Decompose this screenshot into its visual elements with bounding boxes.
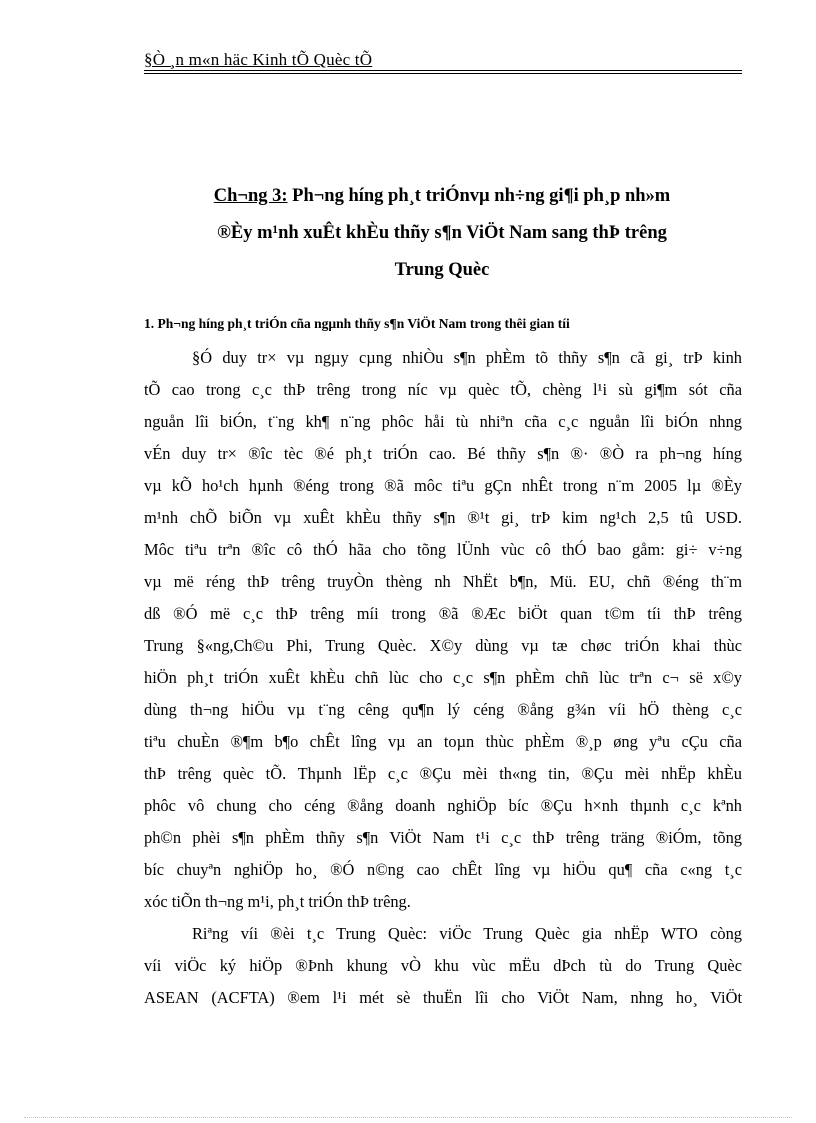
paragraph-line: dß ®Ó më c¸c thÞ trêng míi trong ®ã ®Æc biÖt quan t©m tíi thÞ trêng — [144, 604, 742, 623]
chapter-title-line-2: ®Èy m¹nh xuÊt khÈu thñy s¶n ViÖt Nam sang thÞ trêng — [217, 223, 667, 243]
paragraph-line: xóc tiÕn th¬ng m¹i, ph¸t triÓn thÞ trêng. — [144, 892, 411, 911]
paragraph-line: Môc tiªu trªn ®îc cô thÓ hãa cho tõng lÜnh vùc cô thÓ bao gåm: gi÷ v÷ng — [144, 540, 742, 559]
chapter-title-text-1: Ph¬ng híng ph¸t triÓnvµ nh÷ng gi¶i ph¸p nh»m — [287, 186, 671, 206]
paragraph-line: Riªng víi ®èi t¸c Trung Quèc: viÖc Trung Quèc gia nhËp WTO còng — [192, 924, 742, 943]
chapter-title — [144, 178, 740, 289]
paragraph-line: vÉn duy tr× ®îc tèc ®é ph¸t triÓn cao. Bé thñy s¶n ®· ®Ò ra ph¬ng híng — [144, 444, 742, 463]
chapter-title-line-1 — [144, 178, 740, 215]
paragraph-line: ph©n phèi s¶n phÈm thñy s¶n ViÖt Nam t¹i c¸c thÞ trêng träng ®iÓm, tõng — [144, 828, 742, 847]
page-bottom-dotted-rule — [24, 1117, 792, 1118]
paragraph-line: nguån lîi biÓn, t¨ng kh¶ n¨ng phôc håi tù nhiªn cña c¸c nguån lîi biÓn nhng — [144, 412, 742, 431]
header-rule-bottom — [144, 73, 742, 74]
paragraph-line: tÕ cao trong c¸c thÞ trêng trong níc vµ quèc tÕ, chèng l¹i sù gi¶m sót cña — [144, 380, 742, 399]
paragraph-line: ASEAN (ACFTA) ®em l¹i mét sè thuËn lîi cho ViÖt Nam, nhng ho¸ ViÖt — [144, 988, 742, 1007]
paragraph-line: Trung §«ng,Ch©u Phi, Trung Quèc. X©y dùng vµ tæ chøc triÓn khai thùc — [144, 636, 742, 655]
header-rule-top — [144, 70, 742, 71]
body-text — [144, 342, 742, 1014]
paragraph-line: §Ó duy tr× vµ ngµy cµng nhiÒu s¶n phÈm tõ thñy s¶n cã gi¸ trÞ kinh — [192, 348, 742, 367]
paragraph-line: m¹nh chÕ biÕn vµ xuÊt khÈu thñy s¶n ®¹t gi¸ trÞ kim ng¹ch 2,5 tû USD. — [144, 508, 742, 527]
paragraph-line: bíc chuyªn nghiÖp ho¸ ®Ó n©ng cao chÊt lîng vµ hiÖu qu¶ cña c«ng t¸c — [144, 860, 742, 879]
section-heading: 1. Ph¬ng híng ph¸t triÓn cña ngµnh thñy s¶n ViÖt Nam trong thêi gian tíi — [144, 316, 570, 331]
running-header — [144, 50, 744, 70]
paragraph-line: vµ kÕ ho¹ch hµnh ®éng trong ®ã môc tiªu gÇn nhÊt trong n¨m 2005 lµ ®Èy — [144, 476, 742, 495]
paragraph-line: tiªu chuÈn ®¶m b¶o chÊt lîng vµ an toµn thùc phÈm ®¸p øng yªu cÇu cña — [144, 732, 742, 751]
paragraph-line: phôc vô chung cho céng ®ång doanh nghiÖp bíc ®Çu h×nh thµnh c¸c kªnh — [144, 796, 742, 815]
paragraph-line: víi viÖc ký hiÖp ®Þnh khung vÒ khu vùc mËu dÞch tù do Trung Quèc — [144, 956, 742, 975]
paragraph-line: hiÖn ph¸t triÓn xuÊt khÈu chñ lùc cho c¸c s¶n phÈm chñ lùc trªn c¬ së x©y — [144, 668, 742, 687]
paragraph-line: thÞ trêng quèc tÕ. Thµnh lËp c¸c ®Çu mèi th«ng tin, ®Çu mèi nhËp khÈu — [144, 764, 742, 783]
paragraph-line: dùng th¬ng hiÖu vµ t¨ng cêng qu¶n lý céng ®ång g¾n víi hÖ thèng c¸c — [144, 700, 742, 719]
running-header-title: §Ò ¸n m«n häc Kinh tÕ Quèc tÕ — [144, 50, 373, 69]
chapter-title-line-3: Trung Quèc — [394, 260, 490, 280]
paragraph-line: vµ më réng thÞ trêng truyÒn thèng nh NhËt b¶n, Mü. EU, chñ ®éng th¨m — [144, 572, 742, 591]
chapter-number: Ch¬ng 3: — [213, 186, 288, 206]
